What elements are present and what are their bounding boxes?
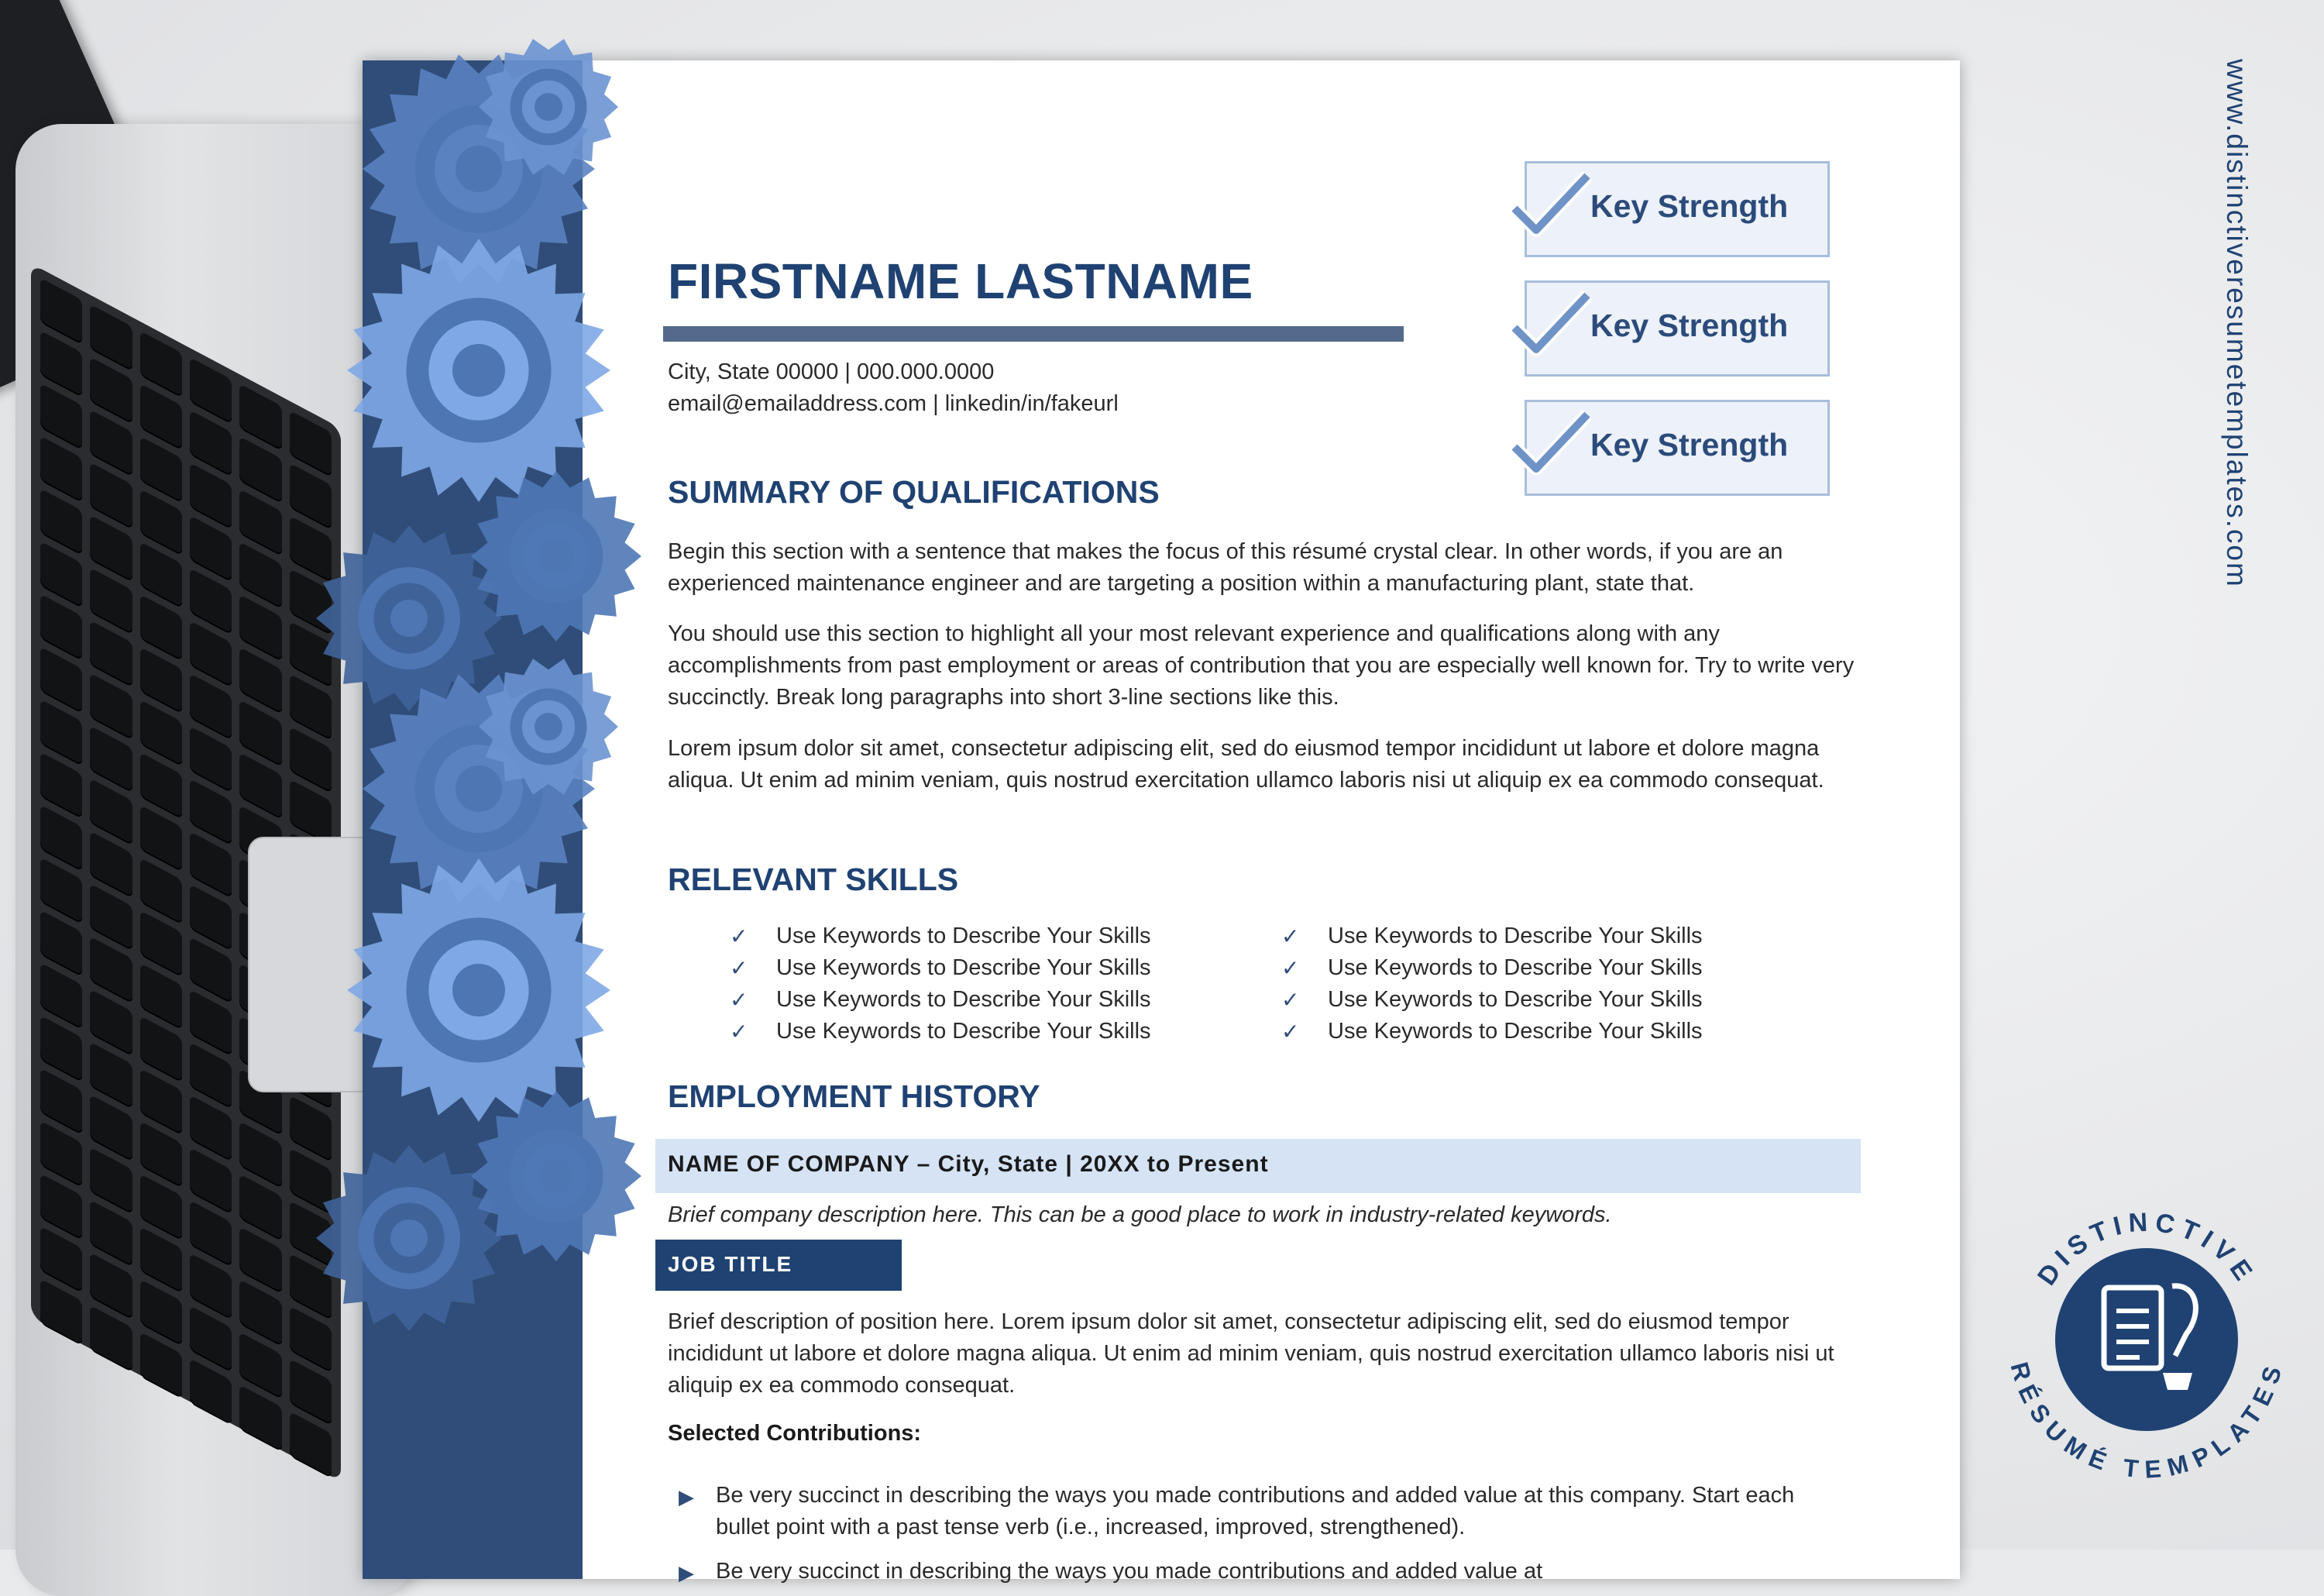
check-icon: ✓	[730, 956, 748, 980]
company-description: Brief company description here. This can be a good place to work in industry-related keywords.	[668, 1202, 1612, 1227]
arrow-bullet-icon: ▶	[679, 1485, 694, 1508]
gear-pattern-sidebar	[363, 60, 583, 1579]
company-header-bar	[655, 1139, 1861, 1193]
job-title: JOB TITLE	[668, 1252, 793, 1276]
key-strength-label: Key Strength	[1590, 308, 1789, 343]
arrow-bullet-icon: ▶	[679, 1561, 694, 1584]
skill-item: ✓ Use Keywords to Describe Your Skills	[1328, 952, 1703, 984]
skill-item: ✓ Use Keywords to Describe Your Skills	[1328, 1016, 1703, 1047]
contact-line-2: email@emailaddress.com | linkedin/in/fakeurl	[668, 391, 1119, 416]
logo-bottom-text: RÉSUMÉ TEMPLATES	[2005, 1359, 2288, 1483]
skill-item: ✓ Use Keywords to Describe Your Skills	[776, 952, 1151, 984]
distinctive-resume-templates-logo	[2003, 1196, 2290, 1483]
skill-item: ✓ Use Keywords to Describe Your Skills	[776, 984, 1151, 1016]
summary-paragraph: Lorem ipsum dolor sit amet, consectetur adipiscing elit, sed do eiusmod tempor incididunt ut labore et dolore magna aliqua. Ut enim ad minim veniam, quis nostrud exercitation ullamco laboris nisi ut aliquip ex ea commodo consequat.	[668, 736, 1824, 793]
gear-pattern-icon	[363, 60, 583, 1579]
key-strength-label: Key Strength	[1590, 427, 1789, 463]
skill-item: ✓ Use Keywords to Describe Your Skills	[776, 920, 1151, 952]
check-icon: ✓	[730, 1020, 748, 1044]
website-url: www.distinctiveresumetemplates.com	[2221, 59, 2253, 588]
resume-page	[363, 60, 1960, 1584]
inkwell-icon	[2163, 1373, 2192, 1390]
check-icon: ✓	[730, 988, 748, 1012]
job-title-bar	[655, 1240, 902, 1291]
contribution-bullet: ▶ Be very succinct in describing the ways you made contributions and added value at	[716, 1556, 1847, 1587]
key-strength-box	[1525, 400, 1830, 496]
skill-item: ✓ Use Keywords to Describe Your Skills	[776, 1016, 1151, 1047]
contact-info	[668, 356, 1119, 420]
laptop-photo	[0, 0, 387, 1596]
key-strength-label: Key Strength	[1590, 188, 1789, 224]
summary-heading: SUMMARY OF QUALIFICATIONS	[668, 474, 1160, 510]
check-icon: ✓	[1281, 956, 1300, 980]
name-underline	[663, 326, 1404, 342]
candidate-name: FIRSTNAME LASTNAME	[668, 253, 1253, 309]
contribution-bullet: ▶ Be very succinct in describing the ways you made contributions and added value at this company. Start each bullet point with a past tense verb (i.e., increased, improved, strengthened).	[679, 1483, 1795, 1539]
check-icon: ✓	[1281, 988, 1300, 1012]
checkmark-icon	[1510, 287, 1595, 359]
logo-top-text: DISTINCTIVE	[2031, 1207, 2262, 1291]
skill-item: ✓ Use Keywords to Describe Your Skills	[1328, 984, 1703, 1016]
company-name: NAME OF COMPANY – City, State | 20XX to Present	[668, 1151, 1269, 1177]
job-description: Brief description of position here. Lorem ipsum dolor sit amet, consectetur adipiscing elit, sed do eiusmod tempor incididunt ut labore et dolore magna aliqua. Ut enim ad minim veniam, quis nostrud exercitation ullamco laboris nisi ut aliquip ex ea commodo consequat.	[668, 1309, 1834, 1398]
key-strength-box	[1525, 161, 1830, 257]
summary-paragraph: You should use this section to highlight all your most relevant experience and qualifications along with any accomplishments from past employment or areas of contribution that you are especially well known for. Try to write very succinctly. Break long paragraphs into short 3-line sections like this.	[668, 621, 1855, 710]
check-icon: ✓	[1281, 924, 1300, 948]
check-icon: ✓	[1281, 1020, 1300, 1044]
checkmark-icon	[1510, 168, 1595, 239]
employment-heading: EMPLOYMENT HISTORY	[668, 1078, 1040, 1114]
checkmark-icon	[1510, 407, 1595, 478]
summary-paragraph: Begin this section with a sentence that makes the focus of this résumé crystal clear. In other words, if you are an experienced maintenance engineer and are targeting a position within a manufacturing plant, state that.	[668, 539, 1783, 596]
contributions-label: Selected Contributions:	[668, 1421, 922, 1446]
skills-heading: RELEVANT SKILLS	[668, 862, 959, 897]
contact-line-1: City, State 00000 | 000.000.0000	[668, 359, 995, 384]
check-icon: ✓	[730, 924, 748, 948]
skill-item: ✓ Use Keywords to Describe Your Skills	[1328, 920, 1703, 952]
key-strength-box	[1525, 280, 1830, 377]
